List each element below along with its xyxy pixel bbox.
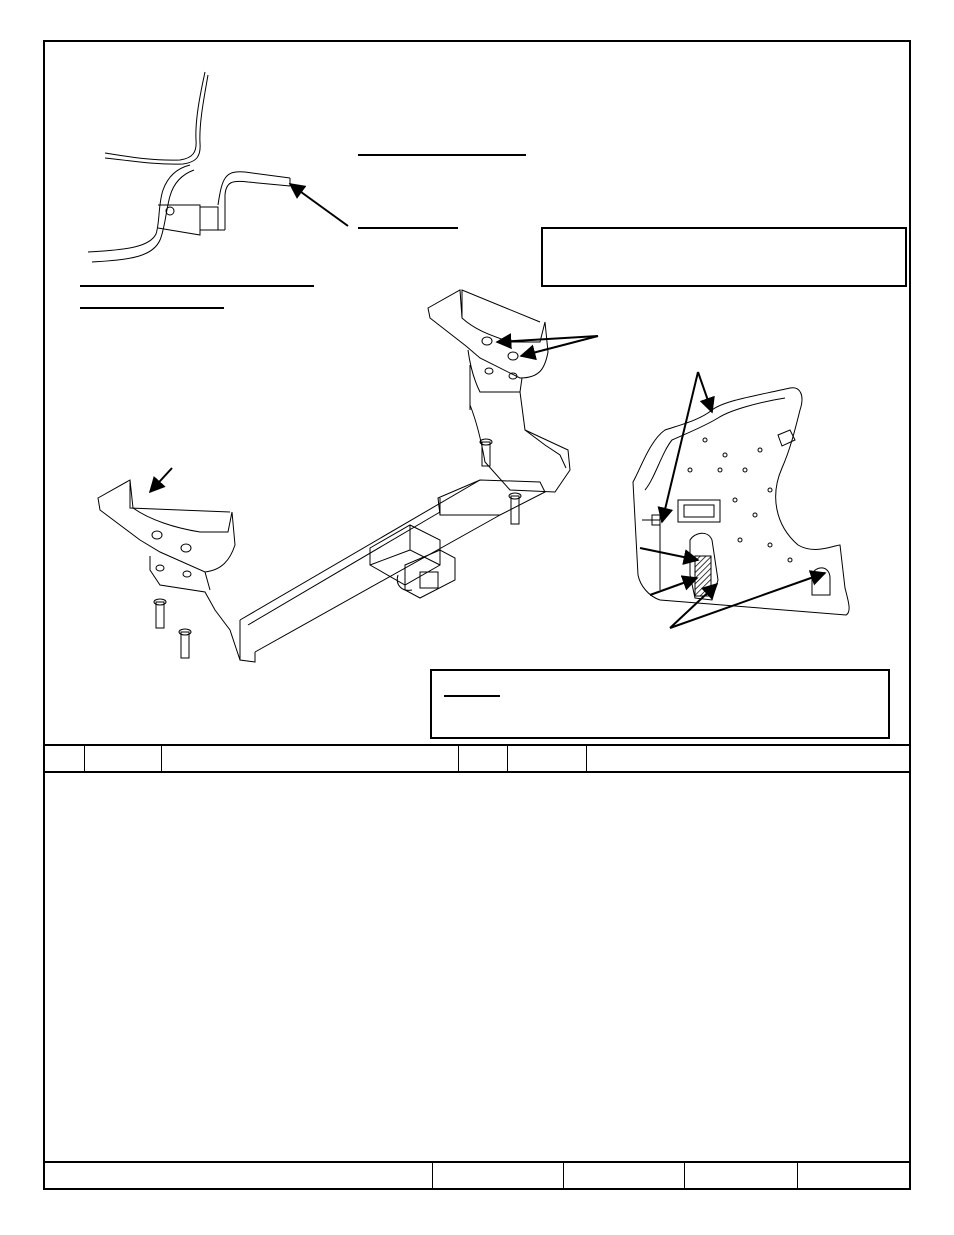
caption-rule-1 — [80, 285, 314, 287]
footer-divider — [432, 1162, 433, 1189]
upper-note-box — [541, 227, 907, 287]
detail-subheading-rule — [358, 227, 458, 229]
arrow-icon — [150, 468, 172, 492]
footer-top-rule — [44, 1161, 910, 1163]
parts-table-divider — [507, 745, 508, 772]
frame-bracket-detail — [88, 72, 290, 262]
footer-divider — [563, 1162, 564, 1189]
arrow-icon — [640, 548, 698, 560]
hatched-frame-rail — [695, 556, 711, 596]
lower-note-box — [430, 669, 890, 739]
parts-table-bottom-rule — [44, 771, 910, 773]
hitch-assembly — [98, 290, 570, 662]
parts-table-divider — [458, 745, 459, 772]
parts-table-divider — [161, 745, 162, 772]
arrow-icon — [670, 573, 825, 628]
footer-divider — [797, 1162, 798, 1189]
arrow-icon — [698, 372, 712, 412]
arrow-icon — [650, 578, 697, 595]
parts-table-top-rule — [44, 744, 910, 746]
lower-note-heading-rule — [444, 695, 500, 697]
parts-table-divider — [84, 745, 85, 772]
arrow-icon — [290, 184, 348, 226]
parts-table-divider — [586, 745, 587, 772]
instructions-body — [46, 774, 908, 1160]
detail-heading-rule — [358, 154, 526, 156]
underbody-detail — [633, 388, 849, 615]
footer-divider — [684, 1162, 685, 1189]
caption-rule-2 — [80, 307, 224, 309]
